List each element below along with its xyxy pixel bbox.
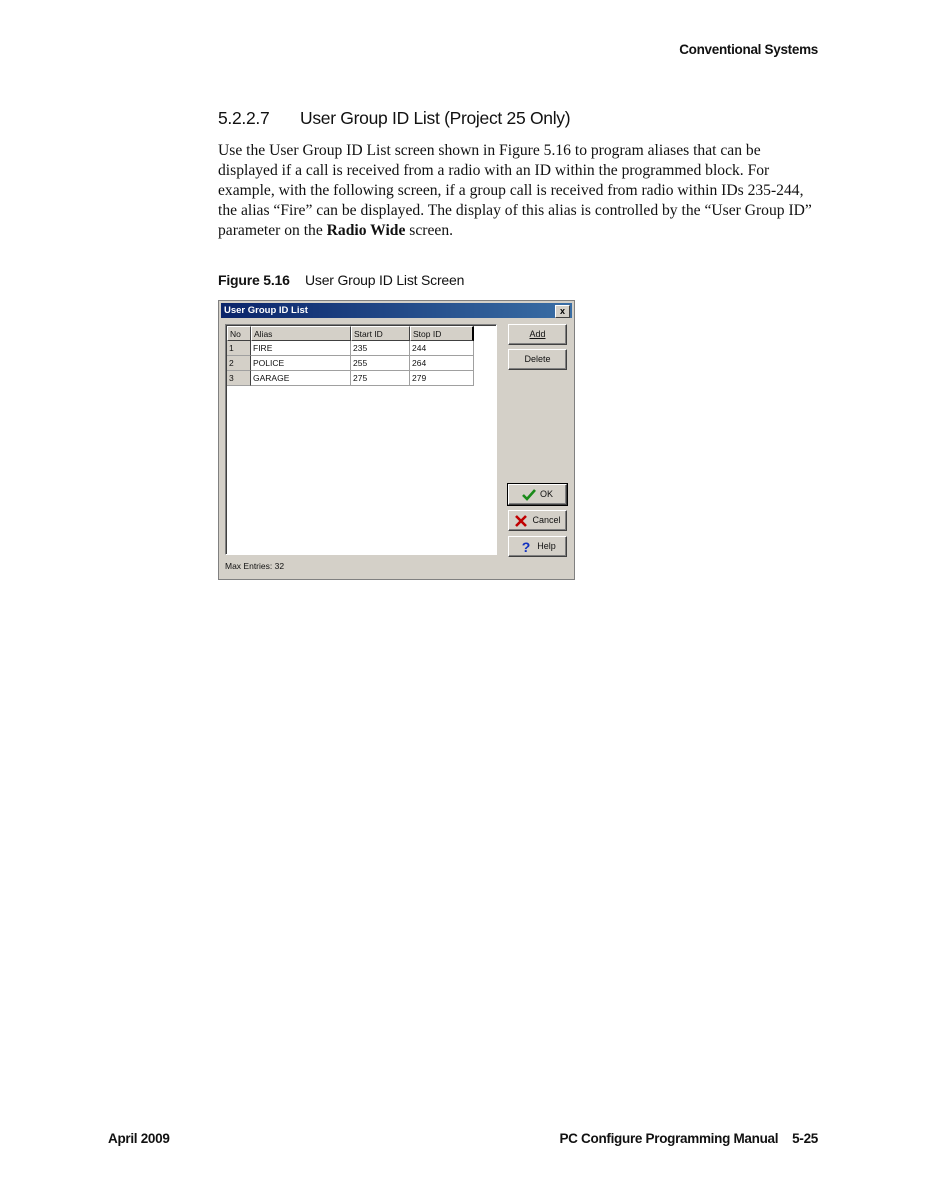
add-button[interactable]	[508, 324, 567, 345]
alias-cell[interactable]: GARAGE	[251, 371, 351, 386]
column-header-start-id[interactable]: Start ID	[351, 326, 410, 341]
cancel-button-label: Cancel	[532, 515, 561, 525]
footer-manual	[559, 1131, 818, 1146]
close-button[interactable]: x	[555, 305, 570, 318]
start-id-cell[interactable]: 235	[351, 341, 410, 356]
row-number: 2	[227, 356, 251, 371]
table-row[interactable]	[227, 341, 474, 356]
footer-date: April 2009	[108, 1131, 170, 1146]
body-paragraph	[218, 141, 824, 241]
user-group-id-list-dialog	[218, 300, 575, 580]
figure-title: User Group ID List Screen	[305, 272, 465, 288]
figure-caption	[218, 272, 464, 288]
ok-button-label: OK	[539, 489, 553, 499]
stop-id-cell[interactable]: 264	[410, 356, 474, 371]
help-button[interactable]	[508, 536, 567, 557]
paragraph-bold-term: Radio Wide	[326, 222, 406, 239]
section-title: User Group ID List (Project 25 Only)	[300, 108, 571, 128]
row-number: 3	[227, 371, 251, 386]
page-number: 5-25	[792, 1131, 818, 1146]
table-row[interactable]	[227, 356, 474, 371]
grid-header-row	[227, 326, 474, 341]
ok-button[interactable]	[508, 484, 567, 505]
start-id-cell[interactable]: 275	[351, 371, 410, 386]
user-group-grid[interactable]	[225, 324, 497, 555]
stop-id-cell[interactable]: 279	[410, 371, 474, 386]
x-icon	[514, 514, 528, 528]
section-heading	[218, 108, 570, 129]
section-number: 5.2.2.7	[218, 108, 270, 128]
stop-id-cell[interactable]: 244	[410, 341, 474, 356]
figure-number: Figure 5.16	[218, 272, 290, 288]
paragraph-text: Use the User Group ID List screen shown in Figure 5.16 to program aliases that can be displayed if a call is received from a radio with an ID within the programmed block. For example, with the following screen, if a group call is received from radio within IDs 235-244, the alias “Fire” can be displayed. The display of this alias is controlled by the “User Group ID” parameter on the	[218, 142, 812, 239]
cancel-button[interactable]	[508, 510, 567, 531]
delete-button[interactable]	[508, 349, 567, 370]
help-button-label: Help	[537, 541, 556, 551]
start-id-cell[interactable]: 255	[351, 356, 410, 371]
delete-button-label: Delete	[524, 354, 551, 364]
running-header: Conventional Systems	[679, 42, 818, 57]
max-entries-status: Max Entries: 32	[225, 561, 285, 571]
svg-text:?: ?	[521, 539, 531, 554]
dialog-titlebar	[221, 303, 572, 318]
column-header-no[interactable]: No	[227, 326, 251, 341]
row-number: 1	[227, 341, 251, 356]
add-button-label: Add	[529, 329, 546, 339]
alias-cell[interactable]: POLICE	[251, 356, 351, 371]
alias-cell[interactable]: FIRE	[251, 341, 351, 356]
column-header-alias[interactable]: Alias	[251, 326, 351, 341]
checkmark-icon	[522, 488, 536, 502]
footer-manual-title: PC Configure Programming Manual	[559, 1131, 779, 1146]
paragraph-text-end: screen.	[405, 222, 454, 239]
question-icon	[519, 540, 533, 554]
table-row[interactable]	[227, 371, 474, 386]
dialog-title: User Group ID List	[224, 305, 308, 316]
column-header-stop-id[interactable]: Stop ID	[410, 326, 474, 341]
